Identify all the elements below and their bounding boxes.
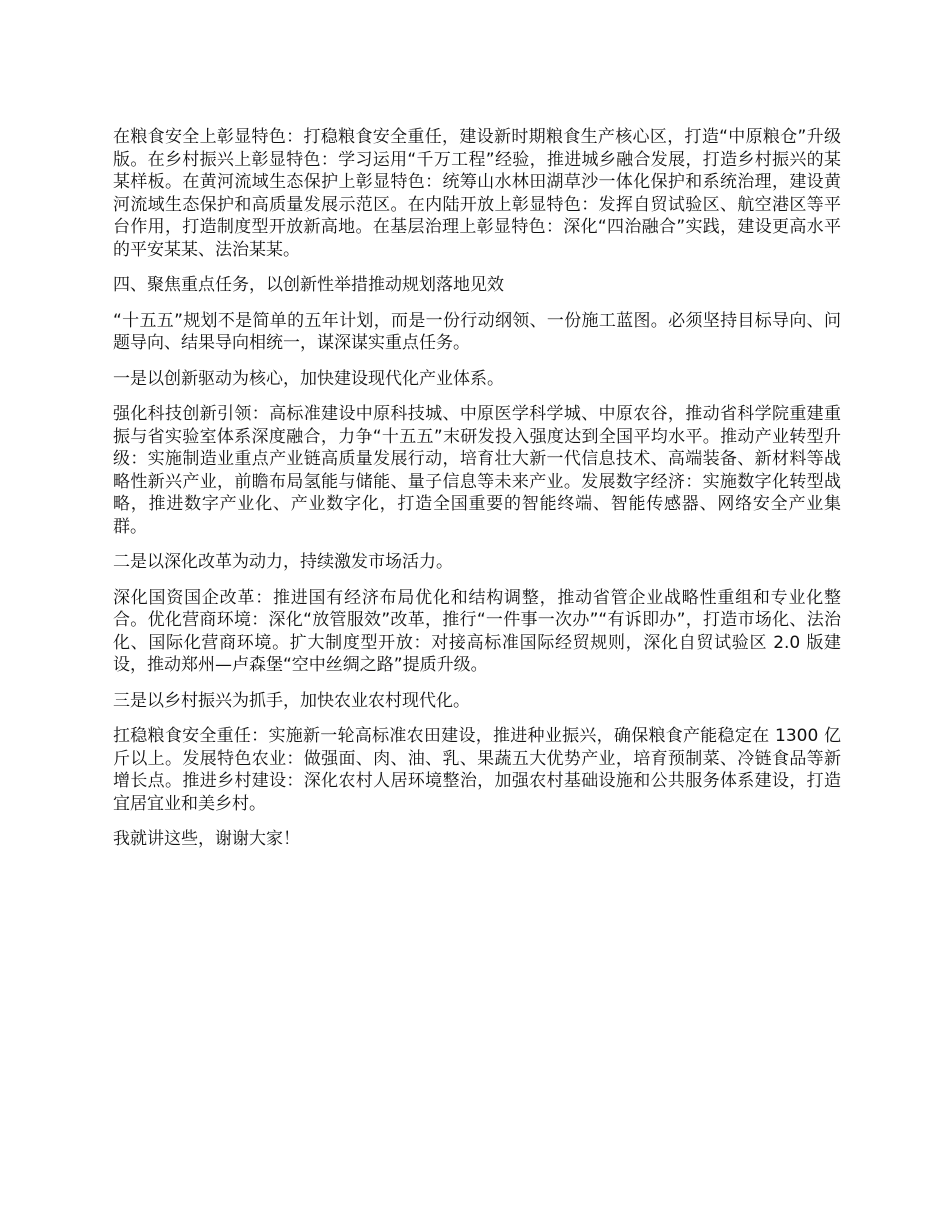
section-heading-4: 四、聚焦重点任务，以创新性举措推动规划落地见效 [113,275,504,295]
paragraph-rural: 扛稳粮食安全重任：实施新一轮高标准农田建设，推进种业振兴，确保粮食产能稳定在 1300 亿斤以上。发展特色农业：做强面、肉、油、乳、果蔬五大优势产业，培育预制菜、冷链食品等新增长点。推进乡村建设：深化农村人居环境整治，加强农村基础设施和公共服务体系建设，打造宜居宜业和美乡村。 [113,726,841,814]
paragraph-reform: 深化国资国企改革：推进国有经济布局优化和结构调整，推动省管企业战略性重组和专业化整合。优化营商环境：深化“放管服效”改革，推行“一件事一次办”“有诉即办”，打造市场化、法治化、国际化营商环境。扩大制度型开放：对接高标准国际经贸规则，深化自贸试验区 2.0 版建设，推动郑州—卢森堡“空中丝绸之路”提质升级。 [113,587,841,675]
task-heading-1: 一是以创新驱动为核心，加快建设现代化产业体系。 [113,368,504,389]
closing-remark: 我就讲这些，谢谢大家！ [113,829,300,849]
paragraph-plan-intro: “十五五”规划不是简单的五年计划，而是一份行动纲领、一份施工蓝图。必须坚持目标导向、问题导向、结果导向相统一，谋深谋实重点任务。 [113,310,841,353]
paragraph-innovation: 强化科技创新引领：高标准建设中原科技城、中原医学科学城、中原农谷，推动省科学院重建重振与省实验室体系深度融合，力争“十五五”末研发投入强度达到全国平均水平。推动产业转型升级：实施制造业重点产业链高质量发展行动，培育壮大新一代信息技术、高端装备、新材料等战略性新兴产业，前瞻布局氢能与储能、量子信息等未来产业。发展数字经济：实施数字化转型战略，推进数字产业化、产业数字化，打造全国重要的智能终端、智能传感器、网络安全产业集群。 [113,404,841,537]
document-body [113,126,841,864]
task-heading-2: 二是以深化改革为动力，持续激发市场活力。 [113,552,453,572]
paragraph-characteristics: 在粮食安全上彰显特色：打稳粮食安全重任，建设新时期粮食生产核心区，打造“中原粮仓”升级版。在乡村振兴上彰显特色：学习运用“千万工程”经验，推进城乡融合发展，打造乡村振兴的某某样板。在黄河流域生态保护上彰显特色：统筹山水林田湖草沙一体化保护和系统治理，建设黄河流域生态保护和高质量发展示范区。在内陆开放上彰显特色：发挥自贸试验区、航空港区等平台作用，打造制度型开放新高地。在基层治理上彰显特色：深化“四治融合”实践，建设更高水平的平安某某、法治某某。 [113,127,841,260]
task-heading-3: 三是以乡村振兴为抓手，加快农业农村现代化。 [113,690,470,711]
